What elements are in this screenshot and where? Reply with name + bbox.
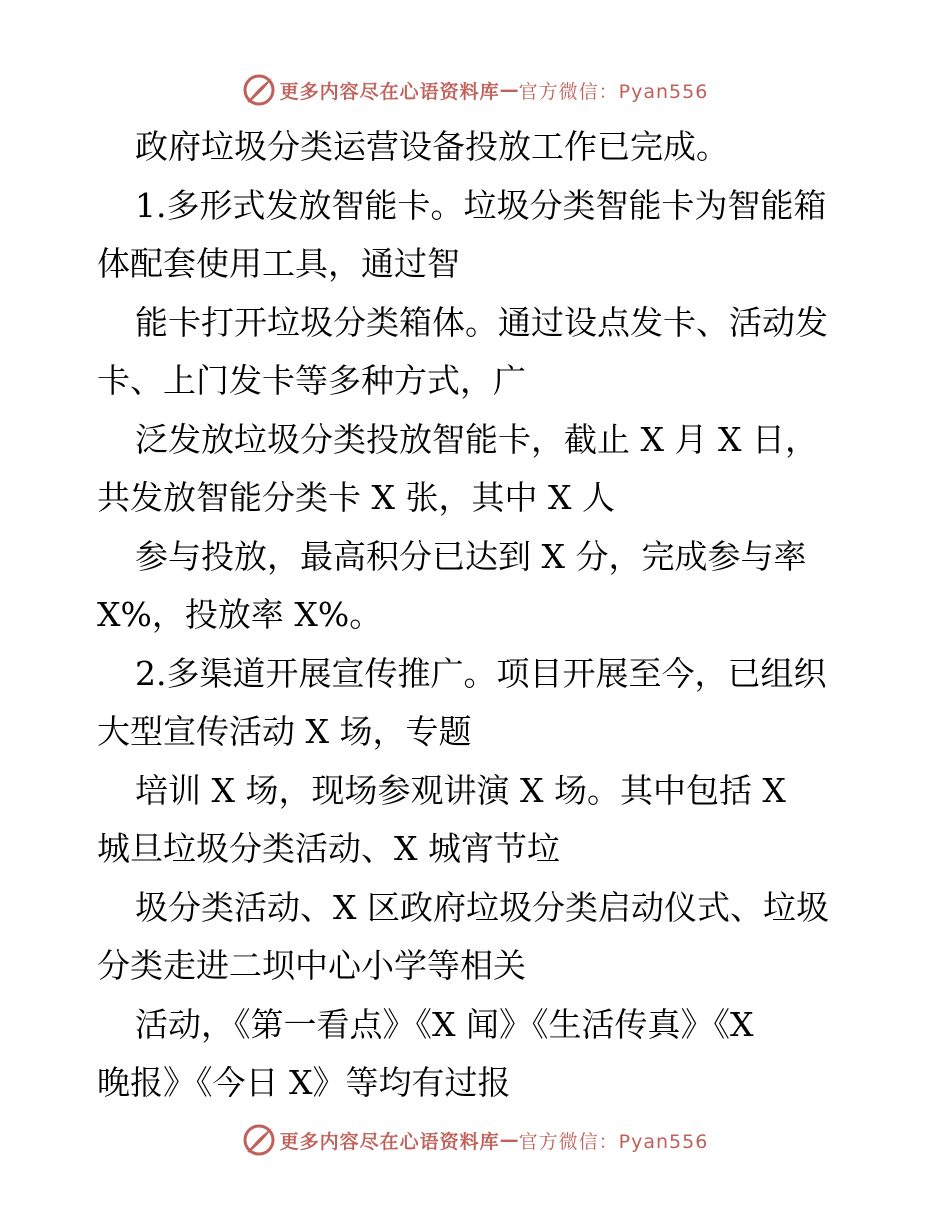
text-line: 卡、上门发卡等多种方式，广 [97, 361, 526, 400]
text-line: 参与投放，最高积分已达到 X 分，完成参与率 [135, 536, 807, 576]
text-line: 活动，《第一看点》《X 闻》《生活传真》《X [135, 1004, 754, 1044]
header-watermark [0, 70, 950, 110]
text-line: 圾分类活动、X 区政府垃圾分类启动仪式、垃圾 [135, 887, 829, 927]
text-line: X%，投放率 X%。 [97, 595, 383, 634]
text-line: 分类走进二坝中心小学等相关 [97, 946, 526, 985]
watermark-side-text: 官方微信：Pyan556 [518, 80, 709, 103]
footer-watermark [0, 1120, 950, 1160]
watermark-main-text: 更多内容尽在心语资料库 [279, 1130, 500, 1153]
text-line: 2.多渠道开展宣传推广。项目开展至今，已组织 [135, 653, 827, 693]
text-line: 1.多形式发放智能卡。垃圾分类智能卡为智能箱 [135, 185, 827, 225]
text-line: 大型宣传活动 X 场，专题 [97, 712, 472, 751]
text-line: 培训 X 场，现场参观讲演 X 场。其中包括 X [135, 770, 786, 810]
text-line: 共发放智能分类卡 X 张，其中 X 人 [97, 478, 615, 517]
text-line: 体配套使用工具，通过智 [97, 244, 460, 283]
text-line: 晚报》《今日 X》等均有过报 [97, 1063, 511, 1102]
feather-logo-icon [242, 73, 276, 107]
watermark-separator: — [499, 79, 519, 101]
document-body [97, 118, 857, 1113]
text-line: 城旦垃圾分类活动、X 城宵节垃 [97, 829, 560, 868]
watermark-main-text: 更多内容尽在心语资料库 [279, 80, 500, 103]
text-line: 泛发放垃圾分类投放智能卡，截止 X 月 X 日， [135, 419, 818, 459]
watermark-separator: — [499, 1129, 519, 1151]
feather-logo-icon [242, 1123, 276, 1157]
watermark-side-text: 官方微信：Pyan556 [518, 1130, 709, 1153]
text-line: 政府垃圾分类运营设备投放工作已完成。 [135, 127, 729, 166]
text-line: 能卡打开垃圾分类箱体。通过设点发卡、活动发 [135, 302, 828, 342]
